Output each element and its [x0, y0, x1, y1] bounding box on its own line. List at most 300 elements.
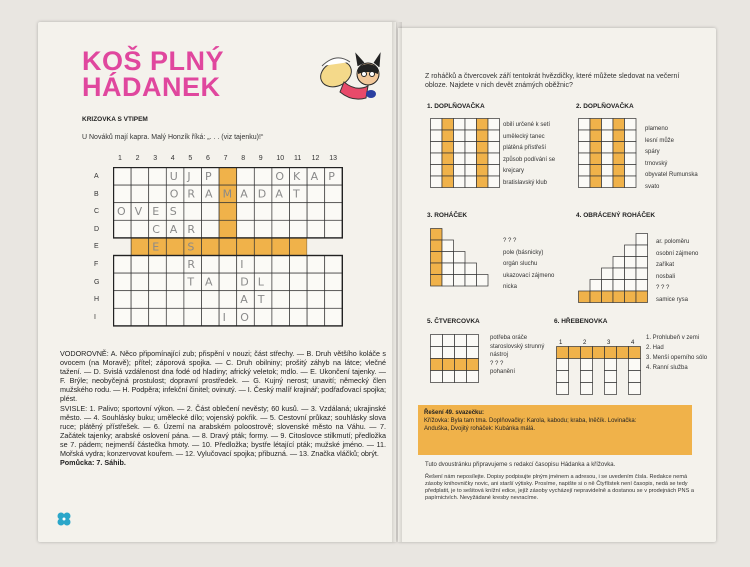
puzzle-cell: [557, 359, 569, 371]
crossword-cell: [254, 168, 272, 186]
puzzle2-grid: [578, 118, 638, 192]
clues-across: VODOROVNĚ: A. Něco připomínající zub; přispění v nouzi; část střechy. — B. Druh většího koláče s ovocem (na Moravě); přítel; záporová spojka. — C. Druh obilniny; prošitý záhyb na látce; vlečné tažení. — D. Svislá vzdálenost dna fodé od hladiny; africký veletok; mdlo. — E. Ukončení tajenky. — F. Brýle; neobyčejná prostulost; dopravní prostředek. — G. Kujný nerost; unavití; německý člen mužského rodu. — H. Podpěra; infekční činitel; ovinutý. — I. Český malíř krajinář; podřaďovací spojka; plést.: [60, 349, 386, 404]
puzzle-cell: [602, 130, 614, 142]
crossword-cell: [149, 185, 167, 203]
puzzle-clue: osobní zájmeno: [656, 250, 699, 257]
puzzle-clue: plátěná přístřeší: [503, 145, 547, 151]
crossword-cell: [272, 220, 290, 238]
crossword-cell: [202, 308, 220, 326]
puzzle-cell: [488, 142, 500, 154]
crossword-cell: [131, 220, 149, 238]
puzzle-cell: [431, 347, 443, 359]
puzzle-cell: [431, 371, 443, 383]
puzzle5-clues: [490, 334, 550, 377]
puzzle-cell: [636, 245, 648, 257]
puzzle-clue: 3. Menší operního sólo: [646, 355, 708, 361]
row-letter: B: [94, 190, 99, 198]
puzzle-cell: [431, 252, 443, 264]
puzzle-cell: [569, 347, 581, 359]
crossword-cell: [325, 308, 343, 326]
puzzle-cell: [557, 371, 569, 383]
solutions-line1: Křížovka: Byla tam tma. Doplňovačky: Karola, kabodu; kraba, lněčík. Lovinačka:: [424, 418, 637, 424]
puzzle-cell: [477, 142, 489, 154]
crossword-cell: [131, 238, 149, 256]
puzzle-cell: [488, 176, 500, 188]
puzzle-cell: [454, 275, 466, 287]
puzzle-cell: [625, 257, 637, 269]
crossword-cell: [202, 220, 220, 238]
puzzle-cell: [605, 371, 617, 383]
crossword-cell: [307, 291, 325, 309]
crossword-cell: [219, 273, 237, 291]
pencil-letter: T: [257, 293, 265, 307]
puzzle-cell: [431, 176, 443, 188]
puzzle-cell: [629, 371, 641, 383]
crossword-cell: [219, 256, 237, 274]
puzzle-cell: [613, 291, 625, 303]
puzzle-cell: [557, 347, 569, 359]
column-number: 3: [153, 155, 158, 162]
puzzle-cell: [613, 280, 625, 292]
puzzle-cell: [477, 153, 489, 165]
pencil-letter: L: [257, 275, 264, 289]
puzzle-clue: 1. Prohlubeň v zemi: [646, 335, 700, 341]
crossword-cell: [325, 291, 343, 309]
crossword-cell: [254, 220, 272, 238]
puzzle5-grid: [430, 334, 484, 388]
row-letter: F: [94, 261, 99, 268]
puzzle-cell: [465, 165, 477, 177]
column-number: 5: [188, 155, 193, 162]
puzzle2-title: 2. DOPLŇOVAČKA: [576, 103, 634, 110]
puzzle-cell: [442, 275, 454, 287]
crossword-cell: [254, 308, 272, 326]
puzzle-cell: [465, 130, 477, 142]
crossword-cell: [184, 291, 202, 309]
puzzle4-clues: [656, 237, 698, 306]
puzzle-cell: [605, 383, 617, 395]
pencil-letter: E: [152, 240, 160, 254]
puzzle-clue: zaříkat: [656, 262, 675, 268]
puzzle-cell: [431, 153, 443, 165]
pencil-letter: S: [187, 240, 195, 254]
puzzle-cell: [602, 280, 614, 292]
puzzle-cell: [581, 359, 593, 371]
pencil-letter: A: [240, 187, 248, 201]
crossword-cell: [254, 256, 272, 274]
puzzle-clue: nosbali: [656, 273, 676, 280]
column-number: 6: [206, 155, 210, 162]
right-intro: Z roháčků a čtvercovek září tentokrát hvězdičky, které můžete sledovat na večerní obloze. Najdete v nich devět známých oběžnic?: [425, 73, 680, 89]
puzzle-cell: [455, 347, 467, 359]
puzzle-cell: [602, 176, 614, 188]
pencil-letter: P: [328, 170, 335, 183]
puzzle-cell: [455, 335, 467, 347]
puzzle-cell: [442, 263, 454, 275]
puzzle-cell: [467, 335, 479, 347]
crossword-cell: [237, 168, 255, 186]
puzzle-cell: [488, 119, 500, 131]
crossword-cell: [325, 185, 343, 203]
puzzle5-title: 5. ČTVERCOVKA: [427, 318, 480, 325]
row-letter: I: [94, 313, 96, 321]
crossword-cell: [131, 256, 149, 274]
puzzle-cell: [442, 165, 454, 177]
puzzle-clue: svato: [645, 183, 660, 190]
puzzle-cell: [443, 335, 455, 347]
puzzle-cell: [625, 280, 637, 292]
row-letter: G: [94, 278, 100, 286]
puzzle-cell: [581, 383, 593, 395]
puzzle-cell: [442, 142, 454, 154]
puzzle-clue: nicka: [503, 284, 518, 290]
pencil-letter: I: [240, 258, 244, 271]
pencil-letter: S: [169, 205, 177, 219]
puzzle-cell: [465, 275, 477, 287]
column-number: 9: [258, 155, 263, 162]
puzzle-clue: lesní může: [645, 137, 675, 144]
puzzle1-title: 1. DOPLŇOVAČKA: [427, 103, 485, 110]
crossword-cell: [290, 238, 308, 256]
puzzle-cell: [579, 153, 591, 165]
puzzle-cell: [602, 142, 614, 154]
puzzle-cell: [431, 263, 443, 275]
puzzle-cell: [625, 153, 637, 165]
crossword-cell: [272, 238, 290, 256]
crossword-cell: [290, 203, 308, 221]
footer-credit: Tuto dvoustránku připravujeme s redakcí časopisu Hádanka a křížovka.: [425, 462, 616, 468]
crossword-cell: [307, 238, 325, 256]
puzzle-cell: [579, 119, 591, 131]
crossword-cell: [114, 273, 132, 291]
pencil-letter: T: [187, 275, 195, 289]
puzzle-cell: [442, 153, 454, 165]
crossword-cell: [202, 256, 220, 274]
puzzle-clue: trnovský: [645, 160, 668, 167]
puzzle-cell: [454, 130, 466, 142]
crossword-cell: [166, 291, 184, 309]
puzzle-cell: [613, 257, 625, 269]
crossword-cell: [307, 308, 325, 326]
clover-icon: [56, 511, 72, 527]
puzzle-cell: [454, 153, 466, 165]
puzzle-cell: [602, 153, 614, 165]
puzzle2-clues: [645, 124, 698, 193]
puzzle-cell: [465, 176, 477, 188]
puzzle3-title: 3. ROHÁČEK: [427, 212, 468, 219]
puzzle6-clues: [646, 333, 707, 373]
puzzle-cell: [431, 142, 443, 154]
crossword-cell: [307, 185, 325, 203]
crossword-cell: [219, 203, 237, 221]
crossword-cell: [307, 256, 325, 274]
puzzle-cell: [455, 371, 467, 383]
puzzle-clue: umělecký tanec: [503, 133, 545, 140]
puzzle-cell: [613, 268, 625, 280]
puzzle-cell: [625, 165, 637, 177]
crossword-cell: [131, 308, 149, 326]
pencil-letter: O: [169, 187, 179, 201]
puzzle-cell: [465, 263, 477, 275]
puzzle-cell: [590, 142, 602, 154]
puzzle-cell: [602, 291, 614, 303]
puzzle-cell: [467, 359, 479, 371]
puzzle-cell: [613, 119, 625, 131]
column-number: 1: [118, 155, 122, 162]
puzzle-cell: [431, 130, 443, 142]
pencil-letter: I: [222, 310, 226, 324]
crossword-cell: [114, 220, 132, 238]
puzzle-clue: bratislavský klub: [503, 179, 548, 186]
puzzle-clue: ? ? ?: [656, 285, 670, 291]
solutions-title: Řešení 49. svazečku:: [424, 410, 485, 416]
column-number: 4: [170, 155, 175, 162]
crossword-cell: [149, 168, 167, 186]
crossword-cell: [290, 220, 308, 238]
column-number: 10: [276, 155, 285, 162]
crossword-cell: [166, 256, 184, 274]
footer-notice: Řešení nám neposílejte. Dopisy podpisujte plným jménem a adresou, i se uvedením čísla. Redakce nemá zásoby knihovničky novic, ani starší výtisky. Prosíme, napište si o ně Čtyřlístek není časopis, nedá se tedy předplatit, je to sešitová knížní edice, jejíž zásoby vycházejí nepravidelně a dostanou se v prodejnách PNS a papírnictvích. Nevyžádané kresby nevracíme.: [425, 474, 694, 501]
crossword-cell: [202, 291, 220, 309]
puzzle-cell: [467, 371, 479, 383]
puzzle-cell: [455, 359, 467, 371]
puzzle3-clues: [503, 236, 554, 294]
pencil-letter: R: [187, 222, 196, 236]
puzzle-cell: [593, 347, 605, 359]
pencil-letter: P: [205, 170, 212, 183]
puzzle-clue: ukazovací zájmeno: [503, 272, 555, 279]
puzzle-cell: [605, 359, 617, 371]
puzzle-cell: [431, 119, 443, 131]
crossword-cell: [114, 256, 132, 274]
crossword-cell: [114, 291, 132, 309]
pencil-letter: O: [275, 170, 285, 183]
row-letter: E: [94, 243, 99, 251]
puzzle4-grid: [578, 233, 648, 305]
puzzle-cell: [590, 130, 602, 142]
puzzle-cell: [590, 119, 602, 131]
puzzle-cell: [442, 130, 454, 142]
previous-solutions-box: [418, 405, 692, 455]
crossword-cell: [237, 220, 255, 238]
solutions-line2: Anduška, Dvojitý roháček: Kubánka málá.: [424, 426, 536, 432]
pencil-letter: A: [205, 275, 213, 289]
comb-number: 1: [559, 340, 563, 346]
crossword-cell: [307, 220, 325, 238]
puzzle-cell: [625, 119, 637, 131]
puzzle-cell: [590, 176, 602, 188]
crossword-cell: [131, 273, 149, 291]
puzzle-cell: [579, 291, 591, 303]
crossword-cell: [202, 238, 220, 256]
page-title-line2: HÁDANEK: [82, 72, 221, 102]
crossword-cell: [219, 220, 237, 238]
puzzle-cell: [465, 119, 477, 131]
pencil-letter: D: [257, 187, 267, 201]
crossword-cell: [325, 220, 343, 238]
column-number: 12: [311, 155, 320, 162]
pencil-letter: A: [205, 187, 213, 201]
crossword-cell: [325, 203, 343, 221]
column-number: 8: [241, 155, 246, 162]
puzzle-cell: [590, 153, 602, 165]
pencil-letter: U: [169, 170, 178, 183]
crossword-cell: [166, 273, 184, 291]
clue-hint: Pomůcka: 7. Sáhib.: [60, 458, 126, 468]
crossword-cell: [254, 238, 272, 256]
puzzle-cell: [431, 165, 443, 177]
puzzle-cell: [636, 268, 648, 280]
pencil-letter: E: [152, 205, 160, 219]
puzzle6-title: 6. HŘEBENOVKA: [554, 318, 608, 325]
puzzle-clue: pohanění: [490, 369, 516, 375]
puzzle1-grid: [430, 118, 500, 192]
column-number: 2: [135, 155, 140, 162]
puzzle-cell: [602, 119, 614, 131]
puzzle-clue: 4. Ranní služba: [646, 365, 688, 371]
puzzle-intro: U Nováků mají kapra. Malý Honzík říká: „. . . (viz tajenku)!“: [82, 134, 264, 141]
puzzle-cell: [590, 280, 602, 292]
crossword-cell: [272, 273, 290, 291]
puzzle-cell: [602, 165, 614, 177]
crossword-cell: [272, 256, 290, 274]
row-letter: A: [94, 173, 99, 180]
puzzle-cell: [431, 240, 443, 252]
crossword-cell: [166, 308, 184, 326]
crossword-cell: [254, 203, 272, 221]
comb-number: 2: [583, 340, 587, 346]
crossword-cell: [272, 308, 290, 326]
puzzle-cell: [443, 347, 455, 359]
row-letter: D: [94, 225, 100, 233]
crossword-cell: [114, 185, 132, 203]
puzzle-cell: [477, 130, 489, 142]
puzzle-clue: krejcary: [503, 168, 525, 174]
puzzle-cell: [629, 359, 641, 371]
crossword-cell: [219, 168, 237, 186]
puzzle-clue: spáry: [645, 149, 660, 155]
pencil-letter: J: [187, 170, 191, 183]
puzzle-cell: [477, 275, 489, 287]
puzzle-clue: ? ? ?: [490, 360, 504, 367]
crossword-cell: [202, 203, 220, 221]
puzzle1-clues: [503, 120, 555, 189]
book-gutter: [392, 22, 402, 542]
puzzle-cell: [625, 245, 637, 257]
puzzle-cell: [629, 383, 641, 395]
puzzle-cell: [557, 383, 569, 395]
puzzle4-title: 4. OBRÁCENÝ ROHÁČEK: [576, 212, 656, 219]
puzzle-cell: [442, 252, 454, 264]
crossword-cell: [114, 168, 132, 186]
puzzle-cell: [443, 371, 455, 383]
puzzle-cell: [477, 165, 489, 177]
puzzle-cell: [579, 130, 591, 142]
crossword-cell: [219, 238, 237, 256]
puzzle-cell: [454, 263, 466, 275]
pencil-letter: O: [240, 310, 249, 324]
puzzle-cell: [636, 257, 648, 269]
puzzle-cell: [636, 280, 648, 292]
puzzle-cell: [454, 165, 466, 177]
puzzle-cell: [431, 229, 443, 241]
puzzle-clue: samice rysa: [656, 296, 689, 303]
puzzle-cell: [442, 176, 454, 188]
puzzle-cell: [454, 119, 466, 131]
crossword-cell: [131, 168, 149, 186]
crossword-cell: [325, 256, 343, 274]
crossword-cell: [325, 273, 343, 291]
crossword-grid: [113, 167, 349, 327]
row-letter: H: [94, 296, 100, 304]
crossword-cell: [149, 256, 167, 274]
pencil-letter: R: [187, 187, 196, 201]
puzzle-cell: [605, 347, 617, 359]
puzzle-cell: [465, 153, 477, 165]
puzzle-cell: [636, 291, 648, 303]
puzzle-clue: potřeba oráče: [490, 335, 528, 341]
puzzle-cell: [454, 142, 466, 154]
column-number: 11: [294, 155, 302, 162]
crossword-cell: [114, 238, 132, 256]
pencil-letter: K: [293, 170, 301, 183]
pencil-letter: A: [275, 187, 283, 201]
puzzle3-grid: [430, 228, 500, 288]
crossword-cell: [149, 308, 167, 326]
pencil-letter: R: [187, 258, 196, 271]
puzzle-cell: [579, 176, 591, 188]
crossword-cell: [149, 291, 167, 309]
puzzle-cell: [443, 359, 455, 371]
column-number: 13: [329, 155, 337, 162]
column-number: 7: [223, 155, 228, 162]
crossword-cell: [272, 203, 290, 221]
puzzle-cell: [625, 130, 637, 142]
crossword-cell: [307, 203, 325, 221]
puzzle-cell: [488, 130, 500, 142]
puzzle-cell: [442, 240, 454, 252]
puzzle-cell: [613, 165, 625, 177]
puzzle-clue: obilí určené k setí: [503, 122, 551, 128]
cat-illustration: [316, 52, 386, 114]
puzzle-cell: [581, 347, 593, 359]
puzzle-cell: [579, 142, 591, 154]
puzzle-cell: [477, 119, 489, 131]
puzzle-cell: [636, 234, 648, 246]
row-letter: C: [94, 208, 100, 216]
puzzle-clue: orgán sluchu: [503, 261, 538, 267]
crossword-cell: [290, 256, 308, 274]
pencil-letter: M: [222, 187, 233, 201]
puzzle-cell: [625, 268, 637, 280]
puzzle-clue: staroslovský strunný nástroj: [490, 343, 545, 358]
page-title-line1: KOŠ PLNÝ: [82, 46, 225, 76]
puzzle-title: KRIZOVKA S VTIPEM: [82, 116, 148, 123]
puzzle-clue: ? ? ?: [503, 238, 517, 244]
pencil-letter: A: [169, 222, 178, 236]
puzzle-cell: [625, 142, 637, 154]
puzzle-cell: [454, 176, 466, 188]
puzzle-cell: [625, 291, 637, 303]
puzzle-cell: [488, 165, 500, 177]
puzzle-clue: plameno: [645, 126, 669, 132]
puzzle-cell: [613, 176, 625, 188]
puzzle-cell: [629, 347, 641, 359]
puzzle-clue: způsob podívání se: [503, 156, 556, 163]
puzzle-cell: [488, 153, 500, 165]
crossword-cell: [166, 238, 184, 256]
puzzle-cell: [613, 130, 625, 142]
